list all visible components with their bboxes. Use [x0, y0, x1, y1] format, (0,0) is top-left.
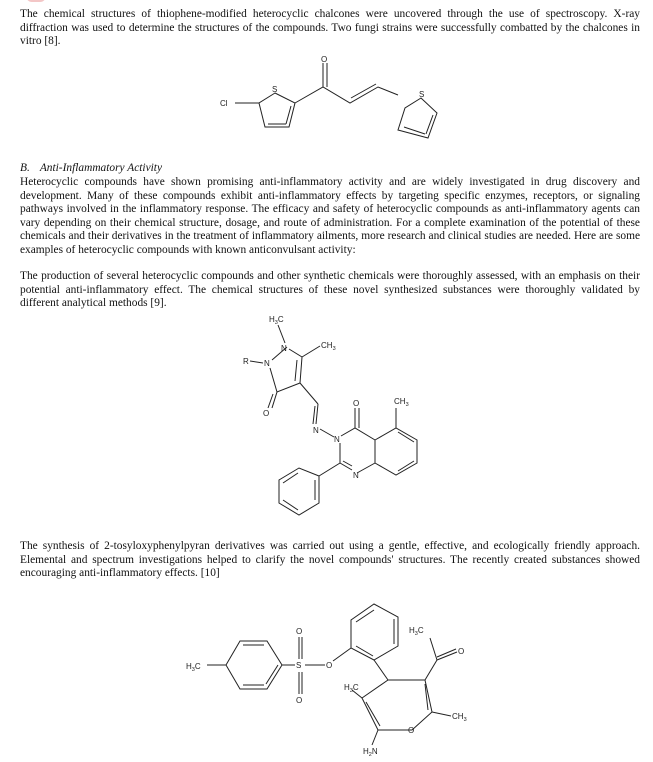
nitrogen-label: N — [353, 471, 359, 480]
sulfur-label: S — [419, 90, 425, 99]
sulfur-label: S — [272, 85, 278, 94]
bond — [432, 712, 451, 716]
section-number: B. — [20, 162, 30, 174]
h3c-label: $H_3C$ — [186, 662, 201, 673]
h3c-label: $H_3C$ — [344, 683, 359, 694]
oxygen-label: O — [296, 696, 303, 705]
nitrogen-label: N — [313, 426, 319, 435]
bond — [372, 730, 378, 745]
section-paragraph-2: The production of several heterocyclic compounds and other synthetic chemicals were thoroughly assessed, with an emphasis on their potential anti-inflammatory effect. The chemical structures of these novel synthesized substances were thoroughly validated by different analytical methods [9]. — [20, 270, 640, 310]
h3c-label: $H_3C$ — [269, 315, 284, 326]
cl-label: Cl — [220, 99, 228, 108]
oxygen-label: O — [296, 627, 303, 636]
sulfur-label: S — [296, 661, 302, 670]
oxygen-label: O — [458, 647, 465, 656]
h3c-label: $H_3C$ — [409, 626, 424, 637]
nitrogen-label: N — [264, 359, 270, 368]
phenyl-ring — [351, 604, 398, 660]
nitrogen-label: N — [281, 344, 287, 353]
r-group-label: R — [243, 357, 249, 366]
intro-paragraph: The chemical structures of thiophene-modified heterocyclic chalcones were uncovered through the use of spectroscopy. X-ray diffraction was used to determine the structures of the compounds. Two fungi strains were successfully combatted by the chalcones in vitro [8]. — [20, 8, 640, 48]
bond — [333, 648, 351, 661]
bond — [430, 638, 437, 660]
bond — [425, 660, 437, 680]
tolyl-ring — [226, 641, 282, 689]
oxygen-label: O — [263, 409, 270, 418]
bond — [374, 660, 388, 680]
nitrogen-label: N — [334, 435, 340, 444]
oxygen-label: O — [326, 661, 333, 670]
section-title: Anti-Inflammatory Activity — [39, 162, 163, 174]
amine-label: $H_2N$ — [363, 747, 378, 758]
ch3-label: $CH_3$ — [452, 712, 467, 723]
oxygen-label: O — [321, 55, 328, 64]
section-paragraph-3: The synthesis of 2-tosyloxyphenylpyran derivatives was carried out using a gentle, effective, and ecologically friendly approach. Elemental and spectrum investigations helped to clarify the novel compounds' structures. The recently created substances showed encouraging anti-inflammatory effects. [10] — [20, 540, 640, 580]
oxygen-label: O — [408, 726, 415, 735]
bond — [356, 610, 374, 622]
ch3-label: $CH_3$ — [321, 341, 336, 352]
pyran-ring — [362, 680, 432, 730]
oxygen-label: O — [353, 399, 360, 408]
ch3-label: $CH_3$ — [394, 397, 409, 408]
bond — [366, 702, 380, 726]
section-paragraph-1: Heterocyclic compounds have shown promising anti-inflammatory activity and are widely investigated in drug discovery and development. Many of these compounds exhibit anti-inflammatory effects by targeting specific enzymes, receptors, or signaling pathways involved in the inflammatory response. The efficacy and safety of heterocyclic compounds as anti-inflammatory agents can vary depending on their chemical structure, dosage, and route of administration. For a complete examination of the potential of these chemicals and their derivatives in the treatment of inflammatory ailments, more research and clinical studies are needed. Here are some examples of heterocyclic compounds with known anticonvulsant activity: — [20, 176, 640, 256]
